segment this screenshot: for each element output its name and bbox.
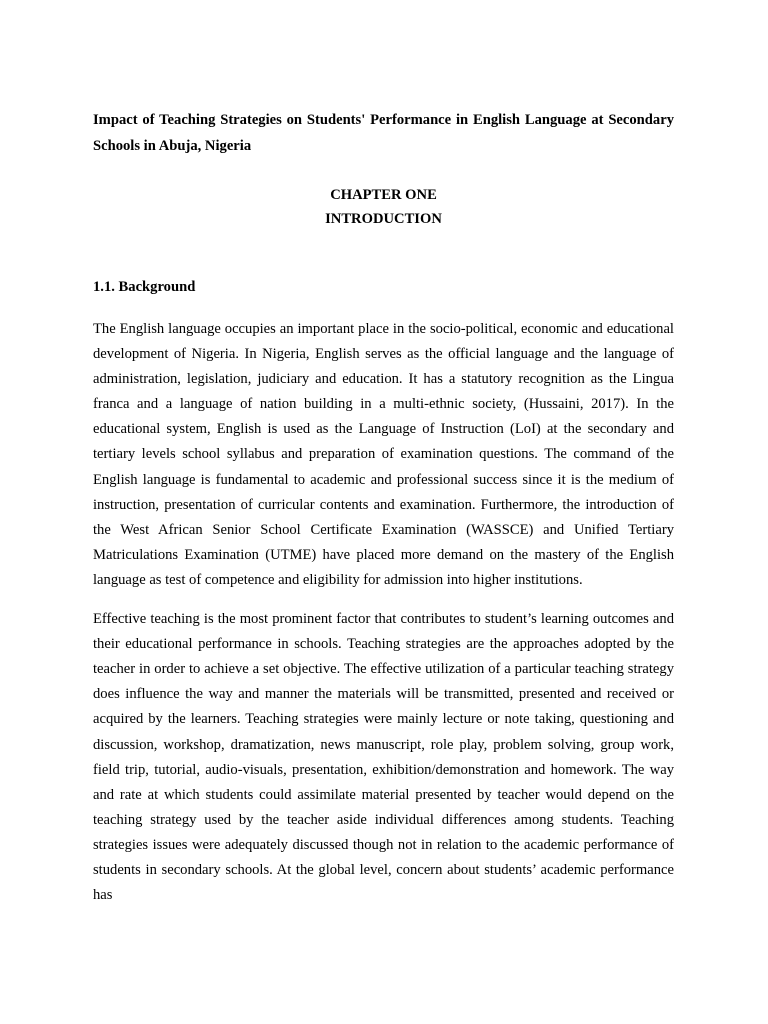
chapter-title: INTRODUCTION xyxy=(325,211,442,227)
chapter-number: CHAPTER ONE xyxy=(330,187,437,203)
body-paragraph: The English language occupies an important place in the socio-political, economic and educational development of Nigeria. In Nigeria, English serves as the official language and the language of administration, legislation, judiciary and education. It has a statutory recognition as the Lingua franca and a language of nation building in a multi-ethnic society, (Hussaini, 2017). In the educational system, English is used as the Language of Instruction (LoI) at the secondary and tertiary levels school syllabus and preparation of examination questions. The command of the English language is fundamental to academic and professional success since it is the medium of instruction, presentation of curricular contents and examination. Furthermore, the introduction of the West African Senior School Certificate Examination (WASSCE) and Unified Tertiary Matriculations Examination (UTME) have placed more demand on the mastery of the English language as test of competence and eligibility for admission into higher institutions. xyxy=(93,321,674,588)
document-page xyxy=(93,108,674,908)
section-heading: 1.1. Background xyxy=(93,279,196,295)
document-title: Impact of Teaching Strategies on Students' Performance in English Language at Secondary Schools in Abuja, Nigeria xyxy=(93,112,674,154)
body-paragraph: Effective teaching is the most prominent factor that contributes to student’s learning outcomes and their educational performance in schools. Teaching strategies are the approaches adopted by the teacher in order to achieve a set objective. The effective utilization of a particular teaching strategy does influence the way and manner the materials will be transmitted, presented and received or acquired by the learners. Teaching strategies were mainly lecture or note taking, questioning and discussion, workshop, dramatization, news manuscript, role play, problem solving, group work, field trip, tutorial, audio-visuals, presentation, exhibition/demonstration and homework. The way and rate at which students could assimilate material presented by teacher would depend on the teaching strategy used by the teacher aside individual differences among students. Teaching strategies issues were adequately discussed though not in relation to the academic performance of students in secondary schools. At the global level, concern about students’ academic performance has xyxy=(93,611,674,904)
chapter-heading-block xyxy=(93,183,674,231)
